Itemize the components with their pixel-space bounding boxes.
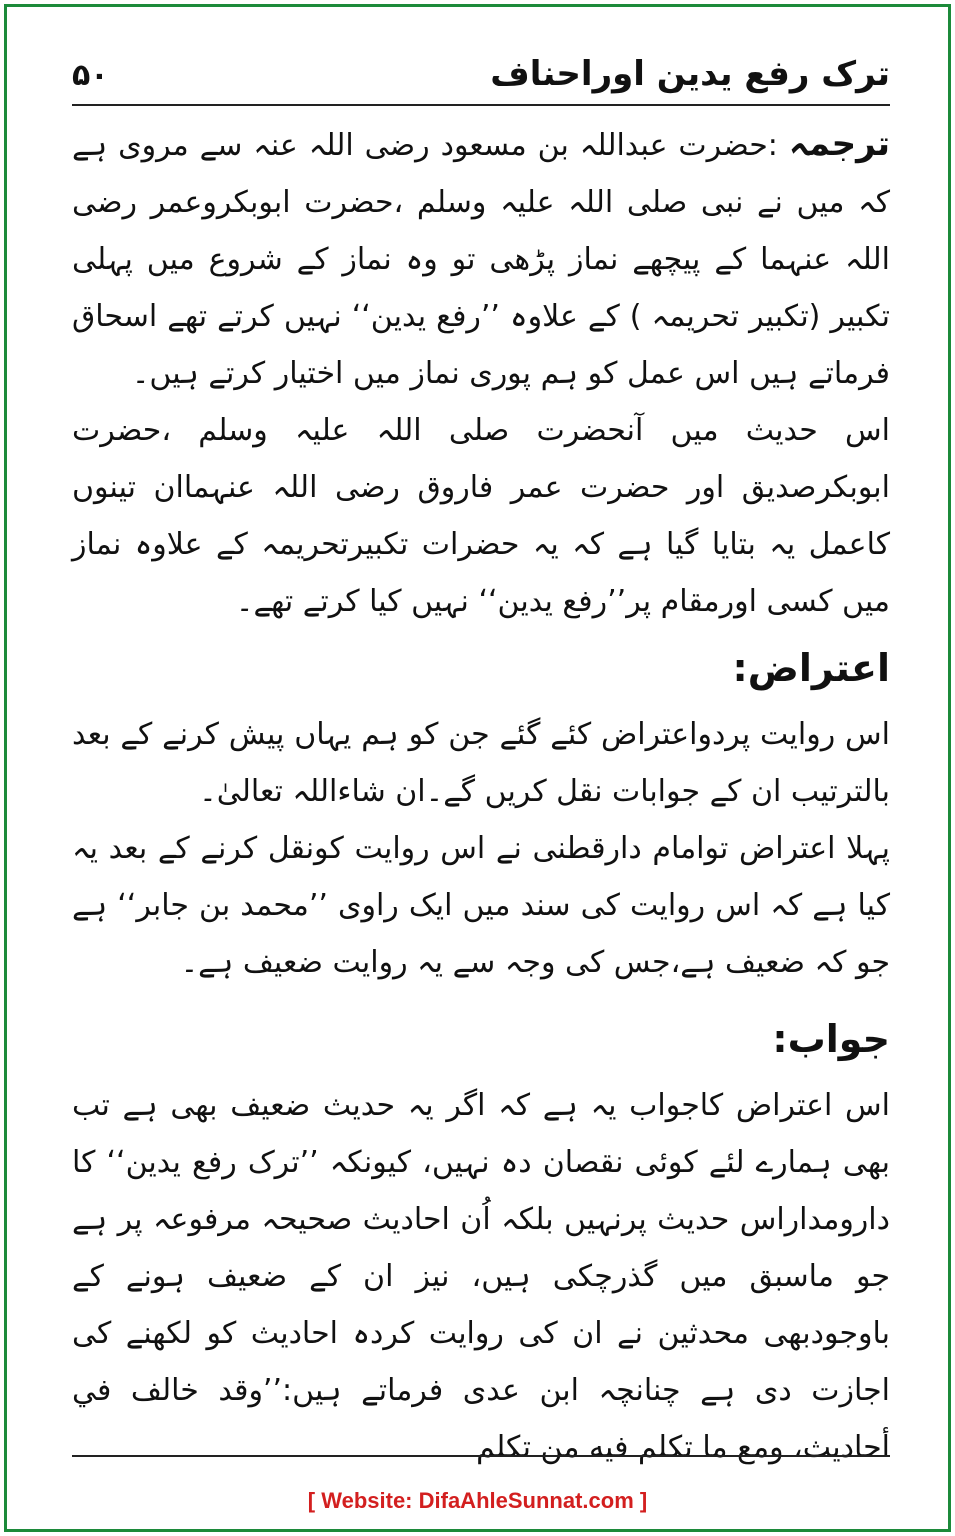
- translation-paragraph: [72, 116, 890, 402]
- page-number: ۵۰: [72, 58, 109, 93]
- translation-label: ترجمہ: [788, 124, 890, 164]
- page-header: [72, 52, 890, 106]
- footer-divider: [72, 1455, 890, 1457]
- book-page: [72, 52, 890, 1476]
- heading-answer: جواب:: [772, 1017, 890, 1061]
- paragraph-objection-intro: اس روایت پردواعتراض کئے گئے جن کو ہم یہاں پیش کرنے کے بعد بالترتیب ان کے جوابات نقل کریں گے۔ان شاءاللہ تعالیٰ۔: [72, 717, 890, 809]
- paragraph-first-objection: پہلا اعتراض توامام دارقطنی نے اس روایت کونقل کرنے کے بعد یہ کیا ہے کہ اس روایت کی سند میں ایک راوی ’’محمد بن جابر‘‘ ہے جو کہ ضعیف ہے،جس کی وجہ سے یہ روایت ضعیف ہے۔: [72, 831, 890, 980]
- website-link[interactable]: [ Website: DifaAhleSunnat.com ]: [307, 1488, 648, 1513]
- translation-text: :حضرت عبداللہ بن مسعود رضی اللہ عنہ سے مروی ہے کہ میں نے نبی صلی اللہ علیہ وسلم ،حضرت ابوبکروعمر رضی اللہ عنہما کے پیچھے نماز پڑھی تو وہ نماز کے شروع میں پہلی تکبیر (تکبیر تحریمہ ) کے علاوہ ’’رفع یدین‘‘ نہیں کرتے تھے اسحاق فرماتے ہیں اس عمل کو ہم پوری نماز میں اختیار کرتے ہیں۔: [72, 128, 890, 391]
- paragraph-hadith-explanation: اس حدیث میں آنحضرت صلی اللہ علیہ وسلم ،حضرت ابوبکرصدیق اور حضرت عمر فاروق رضی اللہ عنہماان تینوں کاعمل یہ بتایا گیا ہے کہ یہ حضرات تکبیرتحریمہ کے علاوہ نماز میں کسی اورمقام پر’’رفع یدین‘‘ نہیں کیا کرتے تھے۔: [72, 413, 890, 619]
- heading-objection: اعتراض:: [732, 646, 890, 690]
- running-title: ترک رفع یدین اوراحناف: [490, 54, 890, 94]
- paragraph-answer: اس اعتراض کاجواب یہ ہے کہ اگر یہ حدیث ضعیف بھی ہے تب بھی ہمارے لئے کوئی نقصان دہ نہیں، کیونکہ ’’ترک رفع یدین‘‘ کا دارومداراس حدیث پرنہیں بلکہ اُن احادیث صحیحہ مرفوعہ پر ہے جو ماسبق میں گذرچکی ہیں، نیز ان کے ضعیف ہونے کے باوجودبھی محدثین نے ان کی روایت کردہ احادیث کو لکھنے کی اجازت دی ہے چنانچہ ابن عدی فرماتے ہیں:’’وقد خالف في أحاديث، ومع ما تكلم فيه من تكلم: [72, 1088, 890, 1465]
